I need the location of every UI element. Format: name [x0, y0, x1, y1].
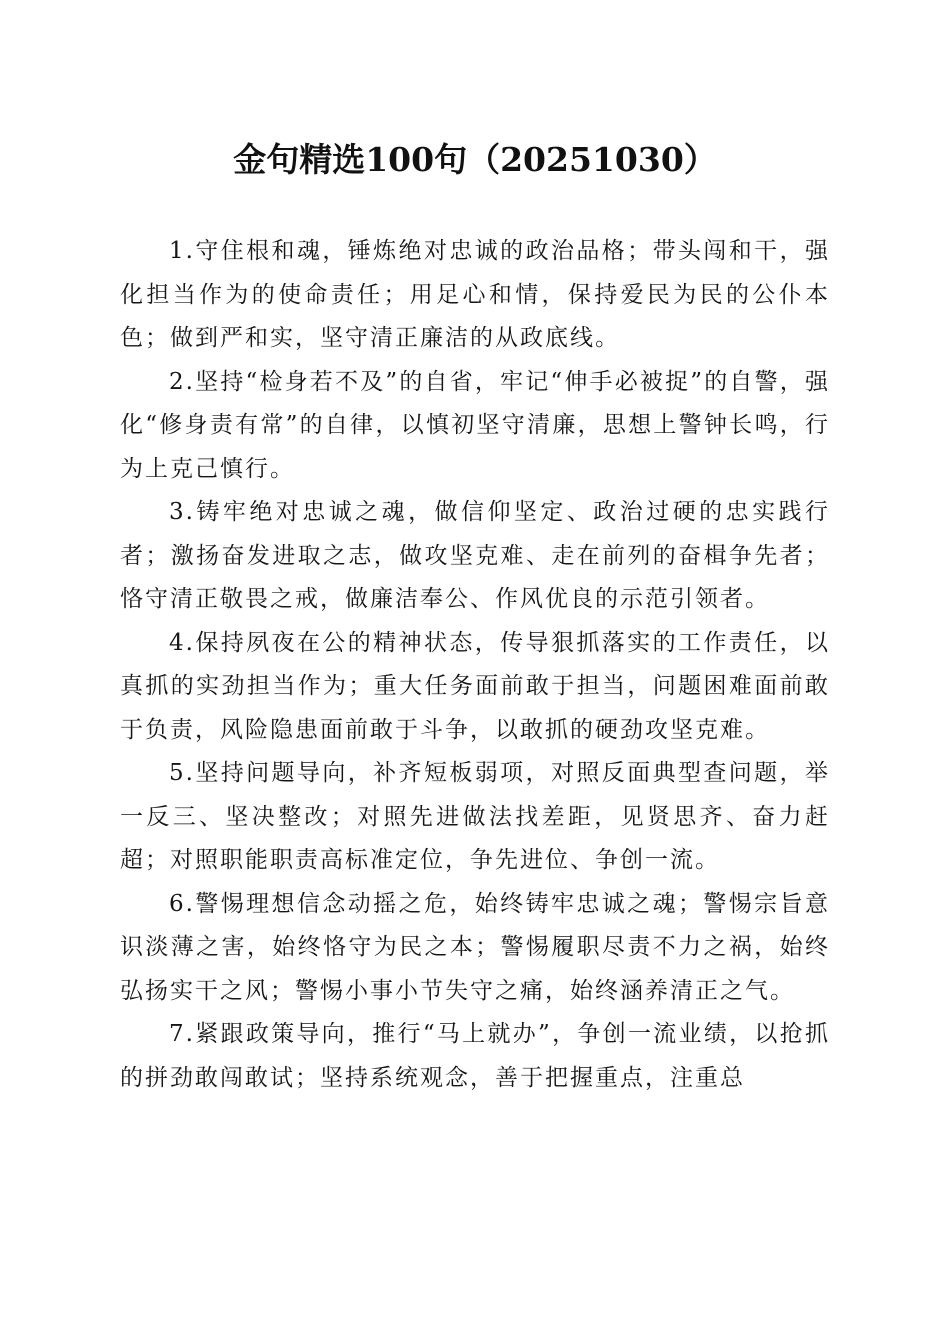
paragraph-3: 3.铸牢绝对忠诚之魂，做信仰坚定、政治过硬的忠实践行者；激扬奋发进取之志，做攻坚克难、走在前列的奋楫争先者；恪守清正敬畏之戒，做廉洁奉公、作风优良的示范引领者。	[120, 499, 830, 612]
paragraph-2: 2.坚持“检身若不及”的自省，牢记“伸手必被捉”的自警，强化“修身责有常”的自律，以慎初坚守清廉，思想上警钟长鸣，行为上克己慎行。	[120, 368, 830, 482]
paragraph-7: 7.紧跟政策导向，推行“马上就办”，争创一流业绩，以抢抓的拼劲敢闯敢试；坚持系统观念，善于把握重点，注重总	[120, 1021, 830, 1091]
document-title: 金句精选100句（20251030）	[233, 140, 717, 179]
document-body	[120, 230, 830, 1100]
paragraph-1: 1.守住根和魂，锤炼绝对忠诚的政治品格；带头闯和干，强化担当作为的使命责任；用足心和情，保持爱民为民的公仆本色；做到严和实，坚守清正廉洁的从政底线。	[120, 238, 830, 351]
paragraph-4: 4.保持夙夜在公的精神状态，传导狠抓落实的工作责任，以真抓的实劲担当作为；重大任务面前敢于担当，问题困难面前敢于负责，风险隐患面前敢于斗争，以敢抓的硬劲攻坚克难。	[120, 629, 830, 743]
paragraph-6: 6.警惕理想信念动摇之危，始终铸牢忠诚之魂；警惕宗旨意识淡薄之害，始终恪守为民之本；警惕履职尽责不力之祸，始终弘扬实干之风；警惕小事小节失守之痛，始终涵养清正之气。	[120, 890, 830, 1004]
paragraph-5: 5.坚持问题导向，补齐短板弱项，对照反面典型查问题，举一反三、坚决整改；对照先进做法找差距，见贤思齐、奋力赶超；对照职能职责高标准定位，争先进位、争创一流。	[120, 760, 830, 873]
